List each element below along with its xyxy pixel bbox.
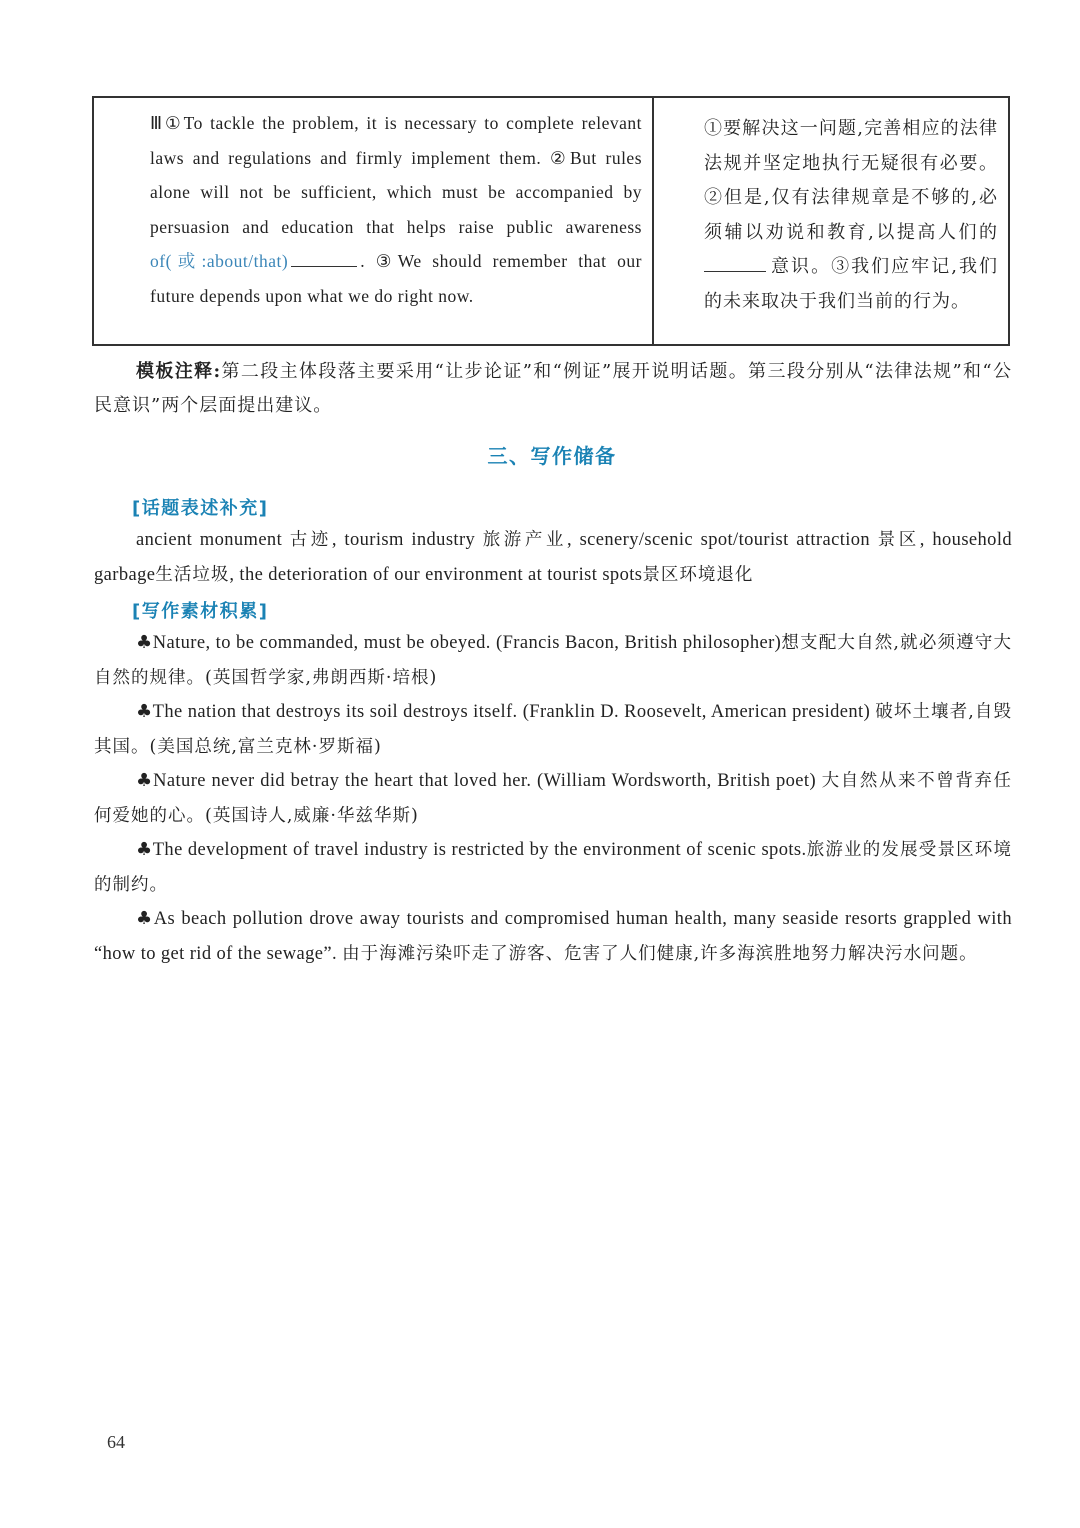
roman-numeral: Ⅲ [150,113,165,133]
quote-zh: 想支配大自然,就必须遵守大自然的规律。(英国哲学家,弗朗西斯·培根) [94,633,1013,688]
chinese-column [654,98,1008,344]
chinese-sentence-1: ①要解决这一问题,完善相应的法律法规并坚定地执行无疑很有必要。②但是,仅有法律规章是不够的,必须辅以劝说和教育,以提高人们的 [704,118,998,243]
english-paragraph [106,106,642,313]
translation-table [92,96,1010,346]
quote-zh: 大自然从来不曾背弃任何爱她的心。(英国诗人,威廉·华兹华斯) [94,771,1013,826]
chinese-sentence-2: 意识。③我们应牢记,我们的未来取决于我们当前的行为。 [704,256,998,312]
answer-options: of(或:about/that) [150,251,289,271]
note-text: 第二段主体段落主要采用“让步论证”和“例证”展开说明话题。第三段分别从“法律法规”和“公民意识”两个层面提出建议。 [94,361,1012,416]
quote-zh: 破坏土壤者,自毁其国。(美国总统,富兰克林·罗斯福) [94,702,1013,757]
chinese-answer-blank[interactable] [704,255,766,272]
quote-zh: 旅游业的发展受景区环境的制约。 [94,840,1012,895]
template-note [94,355,1012,423]
quote-en: Nature, to be commanded, must be obeyed. (Francis Bacon, British philosopher) [152,633,782,653]
topic-item-en: household garbage [94,530,1013,585]
topic-item-zh: 生活垃圾 [155,564,230,585]
quote-item [94,626,1012,695]
quote-item [94,695,1012,764]
english-sentence-1: ①To tackle the problem, it is necessary to complete relevant laws and regulations and firmly implement them. [150,113,642,168]
quote-item [94,764,1012,833]
quote-en: The nation that destroys its soil destroys itself. (Franklin D. Roosevelt, American president) [152,702,871,722]
quote-en: Nature never did betray the heart that loved her. (William Wordsworth, British poet) [153,771,817,791]
topic-item-zh: 景区环境退化 [642,564,754,585]
page-number: 64 [107,1432,125,1452]
english-sentence-3: . ③We should remember that our future depends upon what we do right now. [150,251,642,306]
quote-en: The development of travel industry is restricted by the environment of scenic spots. [152,840,807,860]
quote-item [94,833,1012,902]
club-icon: ♣ [136,701,153,722]
topic-item-en: the deterioration of our environment at tourist spots [239,564,643,585]
section-title: 三、写作储备 [487,444,617,468]
club-icon: ♣ [136,839,153,860]
topic-expressions: ancient monument 古迹, tourism industry 旅游产业, scenery/scenic spot/tourist attraction 景区, household garbage生活垃圾, the deterioration of our environment at tourist spots景区环境退化 [94,530,1013,585]
topic-item-zh: 景区 [877,530,920,550]
english-column [94,98,654,344]
english-sentence-2: ②But rules alone will not be sufficient, which must be accompanied by persuasion and education that helps raise public awareness [150,147,643,237]
chinese-paragraph [666,112,998,319]
topic-item-zh: 旅游产业 [482,530,567,550]
club-icon: ♣ [136,632,153,653]
club-icon: ♣ [136,908,154,929]
club-icon: ♣ [136,770,154,791]
material-heading: [写作素材积累] [132,601,269,622]
quote-en: As beach pollution drove away tourists and compromised human health, many seaside resorts grappled with “how to get rid of the sewage”. [94,909,1012,964]
quote-zh: 由于海滩污染吓走了游客、危害了人们健康,许多海滨胜地努力解决污水问题。 [342,943,978,964]
answer-blank[interactable] [291,250,357,267]
topic-item-en: scenery/scenic spot/tourist attraction [579,530,871,550]
topic-item-zh: 古迹 [289,530,332,550]
topic-item-en: ancient monument [136,530,283,550]
note-label: 模板注释: [136,361,222,382]
topic-heading: [话题表述补充] [132,498,269,519]
topic-item-en: tourism industry [344,530,476,550]
quote-item [94,902,1012,971]
